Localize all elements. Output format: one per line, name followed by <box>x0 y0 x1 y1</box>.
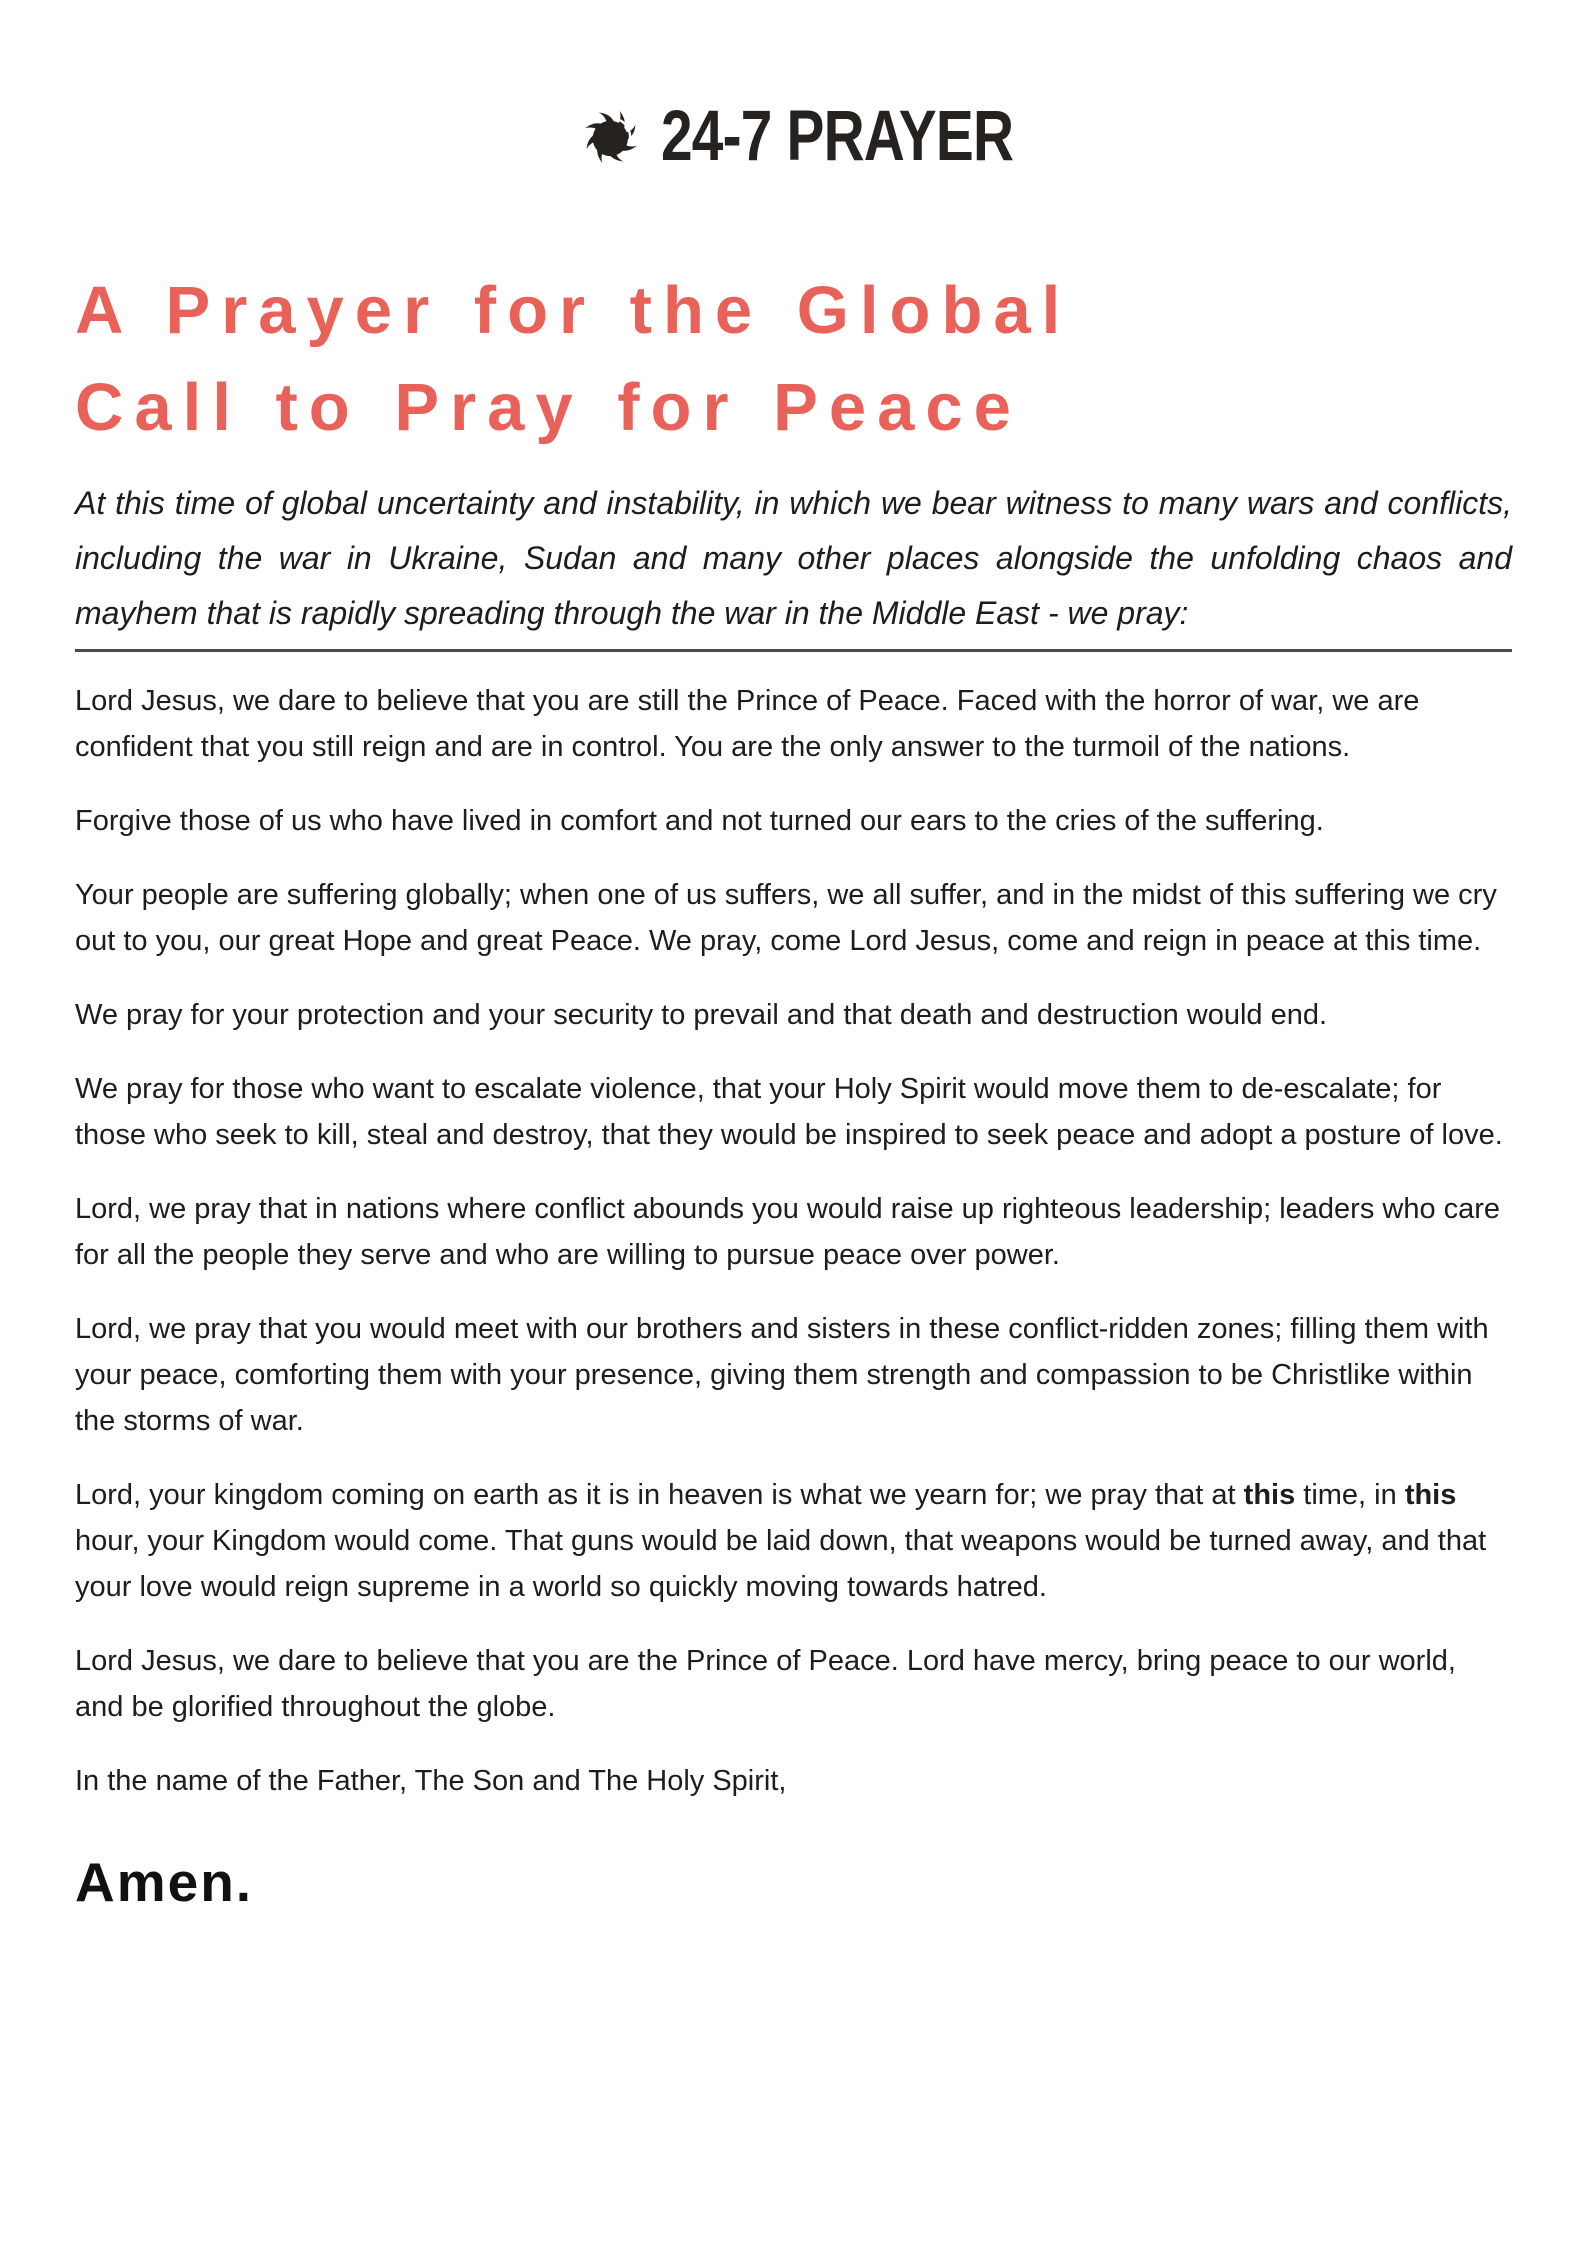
prayer-paragraph <box>75 1758 1512 1804</box>
paragraph-text: Lord Jesus, we dare to believe that you are the Prince of Peace. Lord have mercy, bring peace to our world, and be glorified throughout the globe. <box>75 1645 1456 1723</box>
paragraph-text: Lord, your kingdom coming on earth as it is in heaven is what we yearn for; we pray that at <box>75 1479 1244 1511</box>
paragraph-text: Forgive those of us who have lived in comfort and not turned our ears to the cries of the suffering. <box>75 805 1324 837</box>
prayer-paragraph <box>75 678 1512 770</box>
paragraph-text: Lord, we pray that you would meet with our brothers and sisters in these conflict-ridden zones; filling them with your peace, comforting them with your presence, giving them strength and compassion to be Christlike within the storms of war. <box>75 1313 1489 1437</box>
prayer-paragraph <box>75 1472 1512 1610</box>
intro-paragraph: At this time of global uncertainty and instability, in which we bear witness to many wars and conflicts, including the war in Ukraine, Sudan and many other places alongside the unfolding chaos and mayhem that is rapidly spreading through the war in the Middle East - we pray: <box>75 485 1512 631</box>
paragraph-text: Lord Jesus, we dare to believe that you are still the Prince of Peace. Faced with the horror of war, we are confident that you still reign and are in control. You are the only answer to the turmoil of the nations. <box>75 685 1420 763</box>
prayer-paragraph <box>75 798 1512 844</box>
amen-text: Amen. <box>75 1851 254 1913</box>
prayer-paragraph <box>75 1186 1512 1278</box>
paragraph-text: time, in <box>1295 1479 1405 1511</box>
logo-text: 24-7 PRAYER <box>661 97 1014 176</box>
bold-emphasis: this <box>1404 1479 1457 1511</box>
paragraph-text: We pray for your protection and your security to prevail and that death and destruction would end. <box>75 999 1328 1031</box>
prayer-paragraph <box>75 872 1512 964</box>
title-line-1: A Prayer for the Global <box>75 273 1072 348</box>
sun-swirl-icon <box>575 101 647 173</box>
logo <box>75 98 1512 176</box>
paragraph-text: hour, your Kingdom would come. That guns would be laid down, that weapons would be turned away, and that your love would reign supreme in a world so quickly moving towards hatred. <box>75 1525 1487 1603</box>
title-line-2: Call to Pray for Peace <box>75 370 1022 445</box>
prayer-paragraph <box>75 992 1512 1038</box>
section-divider <box>75 649 1512 652</box>
bold-emphasis: this <box>1243 1479 1296 1511</box>
prayer-paragraphs <box>75 678 1512 1804</box>
prayer-paragraph <box>75 1638 1512 1730</box>
page-title <box>75 262 1512 456</box>
prayer-paragraph <box>75 1306 1512 1444</box>
paragraph-text: In the name of the Father, The Son and The Holy Spirit, <box>75 1765 787 1797</box>
paragraph-text: Lord, we pray that in nations where conflict abounds you would raise up righteous leadership; leaders who care for all the people they serve and who are willing to pursue peace over power. <box>75 1193 1501 1271</box>
paragraph-text: We pray for those who want to escalate violence, that your Holy Spirit would move them to de-escalate; for those who seek to kill, steal and destroy, that they would be inspired to seek peace and adopt a posture of love. <box>75 1073 1503 1151</box>
prayer-paragraph <box>75 1066 1512 1158</box>
paragraph-text: Your people are suffering globally; when one of us suffers, we all suffer, and in the midst of this suffering we cry out to you, our great Hope and great Peace. We pray, come Lord Jesus, come and reign in peace at this time. <box>75 879 1497 957</box>
